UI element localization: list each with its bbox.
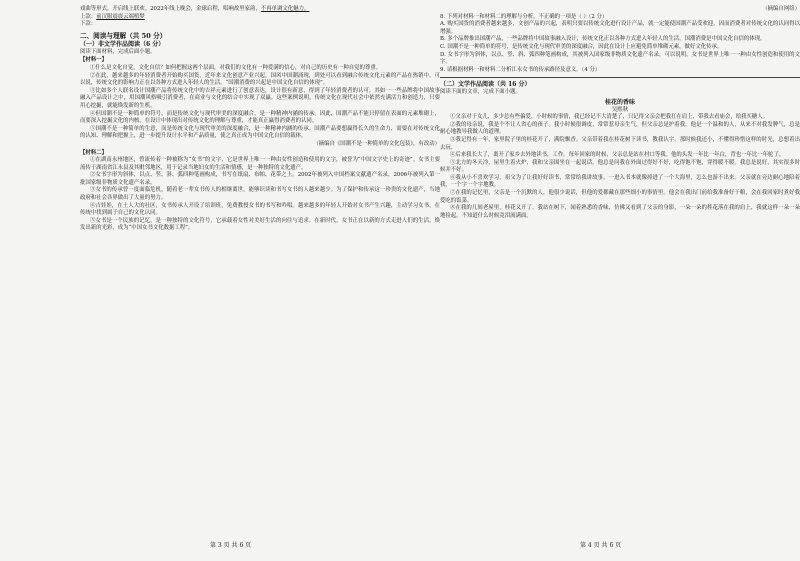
mat2-para: ②女书字形为斜体，以点、竖、斜、弧四种笔画构成，书写在纸扇、布帕、花带之上。2002年被列入中国档案文献遗产名录，2006年被列入第一批国家级非物质文化遗产名录。: [80, 172, 440, 186]
story-para: ⑦在我的记忆里，父亲是一个沉默的人，他很少说话，但他的爱都藏在那些细小的事情里。他会在我出门前给我准备好干粮，会在我回家时煮好我爱吃的饭菜。: [440, 190, 800, 204]
source-field: 上款：前汉服震震云端植梦: [80, 13, 145, 20]
mat2-para: ⑤女书是一个民族的记忆，是一种独特的文化符号，它承载着女性对美好生活的向往与追求。在新时代，女书正在以新的方式走进人们的生活，焕发出新的光彩，成为“中国女书文化数据工程”。: [80, 217, 440, 232]
left-column: [80, 6, 440, 233]
right-column: [440, 6, 800, 220]
mat1-source: （摘编自《国潮不是一种简单的文化包装》，有改动）: [313, 140, 440, 147]
page-footer-right: 第 4 页 共 6 页: [580, 542, 622, 549]
sub2-title: （二）文学作品阅读（共 16 分）: [440, 81, 531, 89]
story-para: ③我记得有一年，家里院子里的桂花开了，满院飘香。父亲带着我在桂花树下读书，教我认字。那时候我还小，不懂得珍惜这样的时光，总想着出去玩。: [440, 136, 800, 151]
divider: [440, 77, 800, 78]
q8-option: D. 女书字形为斜体，以点、竖、斜、弧四种笔画构成，其被列入国家级非物质文化遗产名录，可以说明，女书是世界上唯一一种由女性创造和使用的文字。: [440, 51, 800, 66]
mat2-para: ③女书的传承曾一度面临危机，随着老一辈女书传人的相继离世，能够识读和书写女书的人越来越少。为了保护和传承这一珍贵的文化遗产，当地政府和社会各界做出了大量的努力。: [80, 187, 440, 202]
story-para: ④后来我长大了，离开了家乡去外地读书，工作。每年回家的时候，父亲总是站在村口等我。他的头发一年比一年白，背也一年比一年驼了。: [450, 152, 785, 159]
top-line: 戏曲等形式，开启线上联欢。2022年线上晚会，金球启程，唱响故里家韵，不再单调文化魅力。: [80, 6, 310, 12]
sub1-title: （一）非文学作品阅读（6 分）: [80, 40, 165, 48]
story-para: ⑥我从小不喜欢学习，祖父为了让我好好读书，常常给我讲故事。一进入书本就像掉进了一个大海里，怎么也游不出来。父亲就在旁边耐心地陪着我，一个字一个字地教。: [440, 174, 800, 189]
question-9: 9. 请根据材料一和材料二分析江永女书的传承路径及意义。（4 分）: [440, 66, 601, 73]
q8-option: C. 国潮不是一种简单的符号，是传统文化与现代审美的深度融合，因此在设计上应避免简单堆砌元素，做好文化传承。: [440, 43, 723, 50]
page-footer-left: 第 3 页 共 6 页: [210, 542, 252, 549]
q8-option: B. 多个品牌推出国潮产品，一些品牌将中国故事融入设计，传统文化正以各种方式进入年轻人的生活，国潮消费是中国文化自信的体现。: [440, 36, 766, 43]
source-tag: （摘编自网络）: [762, 6, 800, 12]
section-title: 二、阅读与理解（共 50 分）: [80, 31, 167, 40]
story-para: ②我的母亲说，我是个不让人省心的孩子。我小时候很调皮，常常惹母亲生气，但父亲总是护着我。他是一个温和的人，从来不对我发脾气，总是耐心地教导我做人的道理。: [440, 121, 800, 136]
mat1-para: ③比如多个人联名设计国潮产品将传统文化中的吉祥元素进行了创意表达，设计很有新意，得到了年轻消费者的认可，其如一一些品牌将中国故事融入产品设计之中，用国潮风格吸引消费者，在商业与文化的结合中实现了双赢。这些案例说明，传统文化在现代社会中依然充满活力和创造力，只要用心挖掘，就能焕发新的生机。: [80, 87, 440, 109]
below-field: 下款：: [80, 21, 97, 28]
material-2-label: 【材料二】: [80, 149, 107, 156]
question-8: 8. 下列对材料一和材料二的理解与分析，不正确的一项是（ ）（2 分）: [440, 13, 608, 20]
mat2-para: ④吉娃娃，在土人大的社区，女书传承人开设了培训班，免费教授女书的书写和吟唱。越来越多的年轻人开始对女书产生兴趣，主动学习女书，在传统中找到属于自己的文化认同。: [80, 202, 440, 217]
sub1-instruction: 阅读下面材料，完成后面小题。: [80, 48, 156, 55]
sub2-instruction: 阅读下面的文章，完成下面小题。: [440, 89, 521, 96]
mat2-para: ①在湖南永州地区，曾流传着一种被称为“女书”的文字，它是世界上唯一一种由女性创造和使用的文字，被誉为“中国文字史上的奇迹”。女书主要流传于湖南省江永县及其毗邻地区，用于记录当地妇女的生活和情感，是一种独特的文化遗产。: [80, 157, 440, 171]
mat1-para: ②在此，越来越多的年轻消费者开始购买国货，近年来文化创意产业兴起，国风中国潮涌现，到处可以看到融合传统文化元素的产品在热销中，可以说，传统文化的影响力正在以各种方式进入年轻人的生活，“国潮消费的兴起是中国文化自信的体现”。: [80, 72, 440, 87]
mat1-para: ①什么是文化自觉，文化自信？如何把握这两个层面，对我们的文化有一种爱满的信心，对自己的历史有一种自觉的尊重。: [90, 64, 382, 71]
story-para: ⑤北方的冬天冷，屋里生着火炉，我和父亲围坐在一起说话。他总是问我在外面过得好不好，吃得饱不饱，穿得暖不暖。我总是说好，其实很多时候并不好。: [440, 159, 800, 174]
story-para: ⑧在我的几间老屋里，桂花又开了。我站在树下，闻着熟悉的香味，仿佛又看到了父亲的身影，一朵一朵的桂花落在我的肩上，我就这样一朵一朵地捡起，不知道什么时候竟泪流满面。: [440, 205, 800, 219]
mat1-para: ④但国潮不是一种简单的符号，而是传统文化与现代审美的深度融合，是一种精神内涵的传承。因此，国潮产品不能只停留在表面的元素堆砌上，而要深入挖掘文化的内核，在设计中体现出对传统文化的理解与尊重，才能真正赢得消费者的认同。: [80, 110, 440, 125]
story-title: 桂花的香味: [604, 98, 635, 106]
top-tail: 不再单调文化魅力。: [260, 6, 310, 12]
material-1-label: 【材料一】: [80, 57, 107, 64]
q8-option: A. 购买国货的消费者越来越多，文创产品的兴起，表明只要以传统文化进行设计产品，就一定能使国潮产品受欢迎，因而消费者对传统文化的认同得以增强。: [440, 21, 800, 35]
mat1-para: ⑤国潮不是一种简单的生意，而是传统文化与现代审美的深度融合，是一种精神内涵的传承。国潮产品要想赢得长久的生命力，需要在对传统文化的认知、理解和把握上，进一步提升设计水平和产品质量，使之真正成为中国文化自信的载体。: [80, 125, 440, 140]
story-author: 吴熙秋: [611, 106, 629, 113]
story-para: ①父亲对于女儿，多少总有些偏爱。小时候的事情，我已经记不大清楚了，只记得父亲会把我扛在肩上，带我去看庙会，给我买糖人。: [450, 114, 769, 121]
